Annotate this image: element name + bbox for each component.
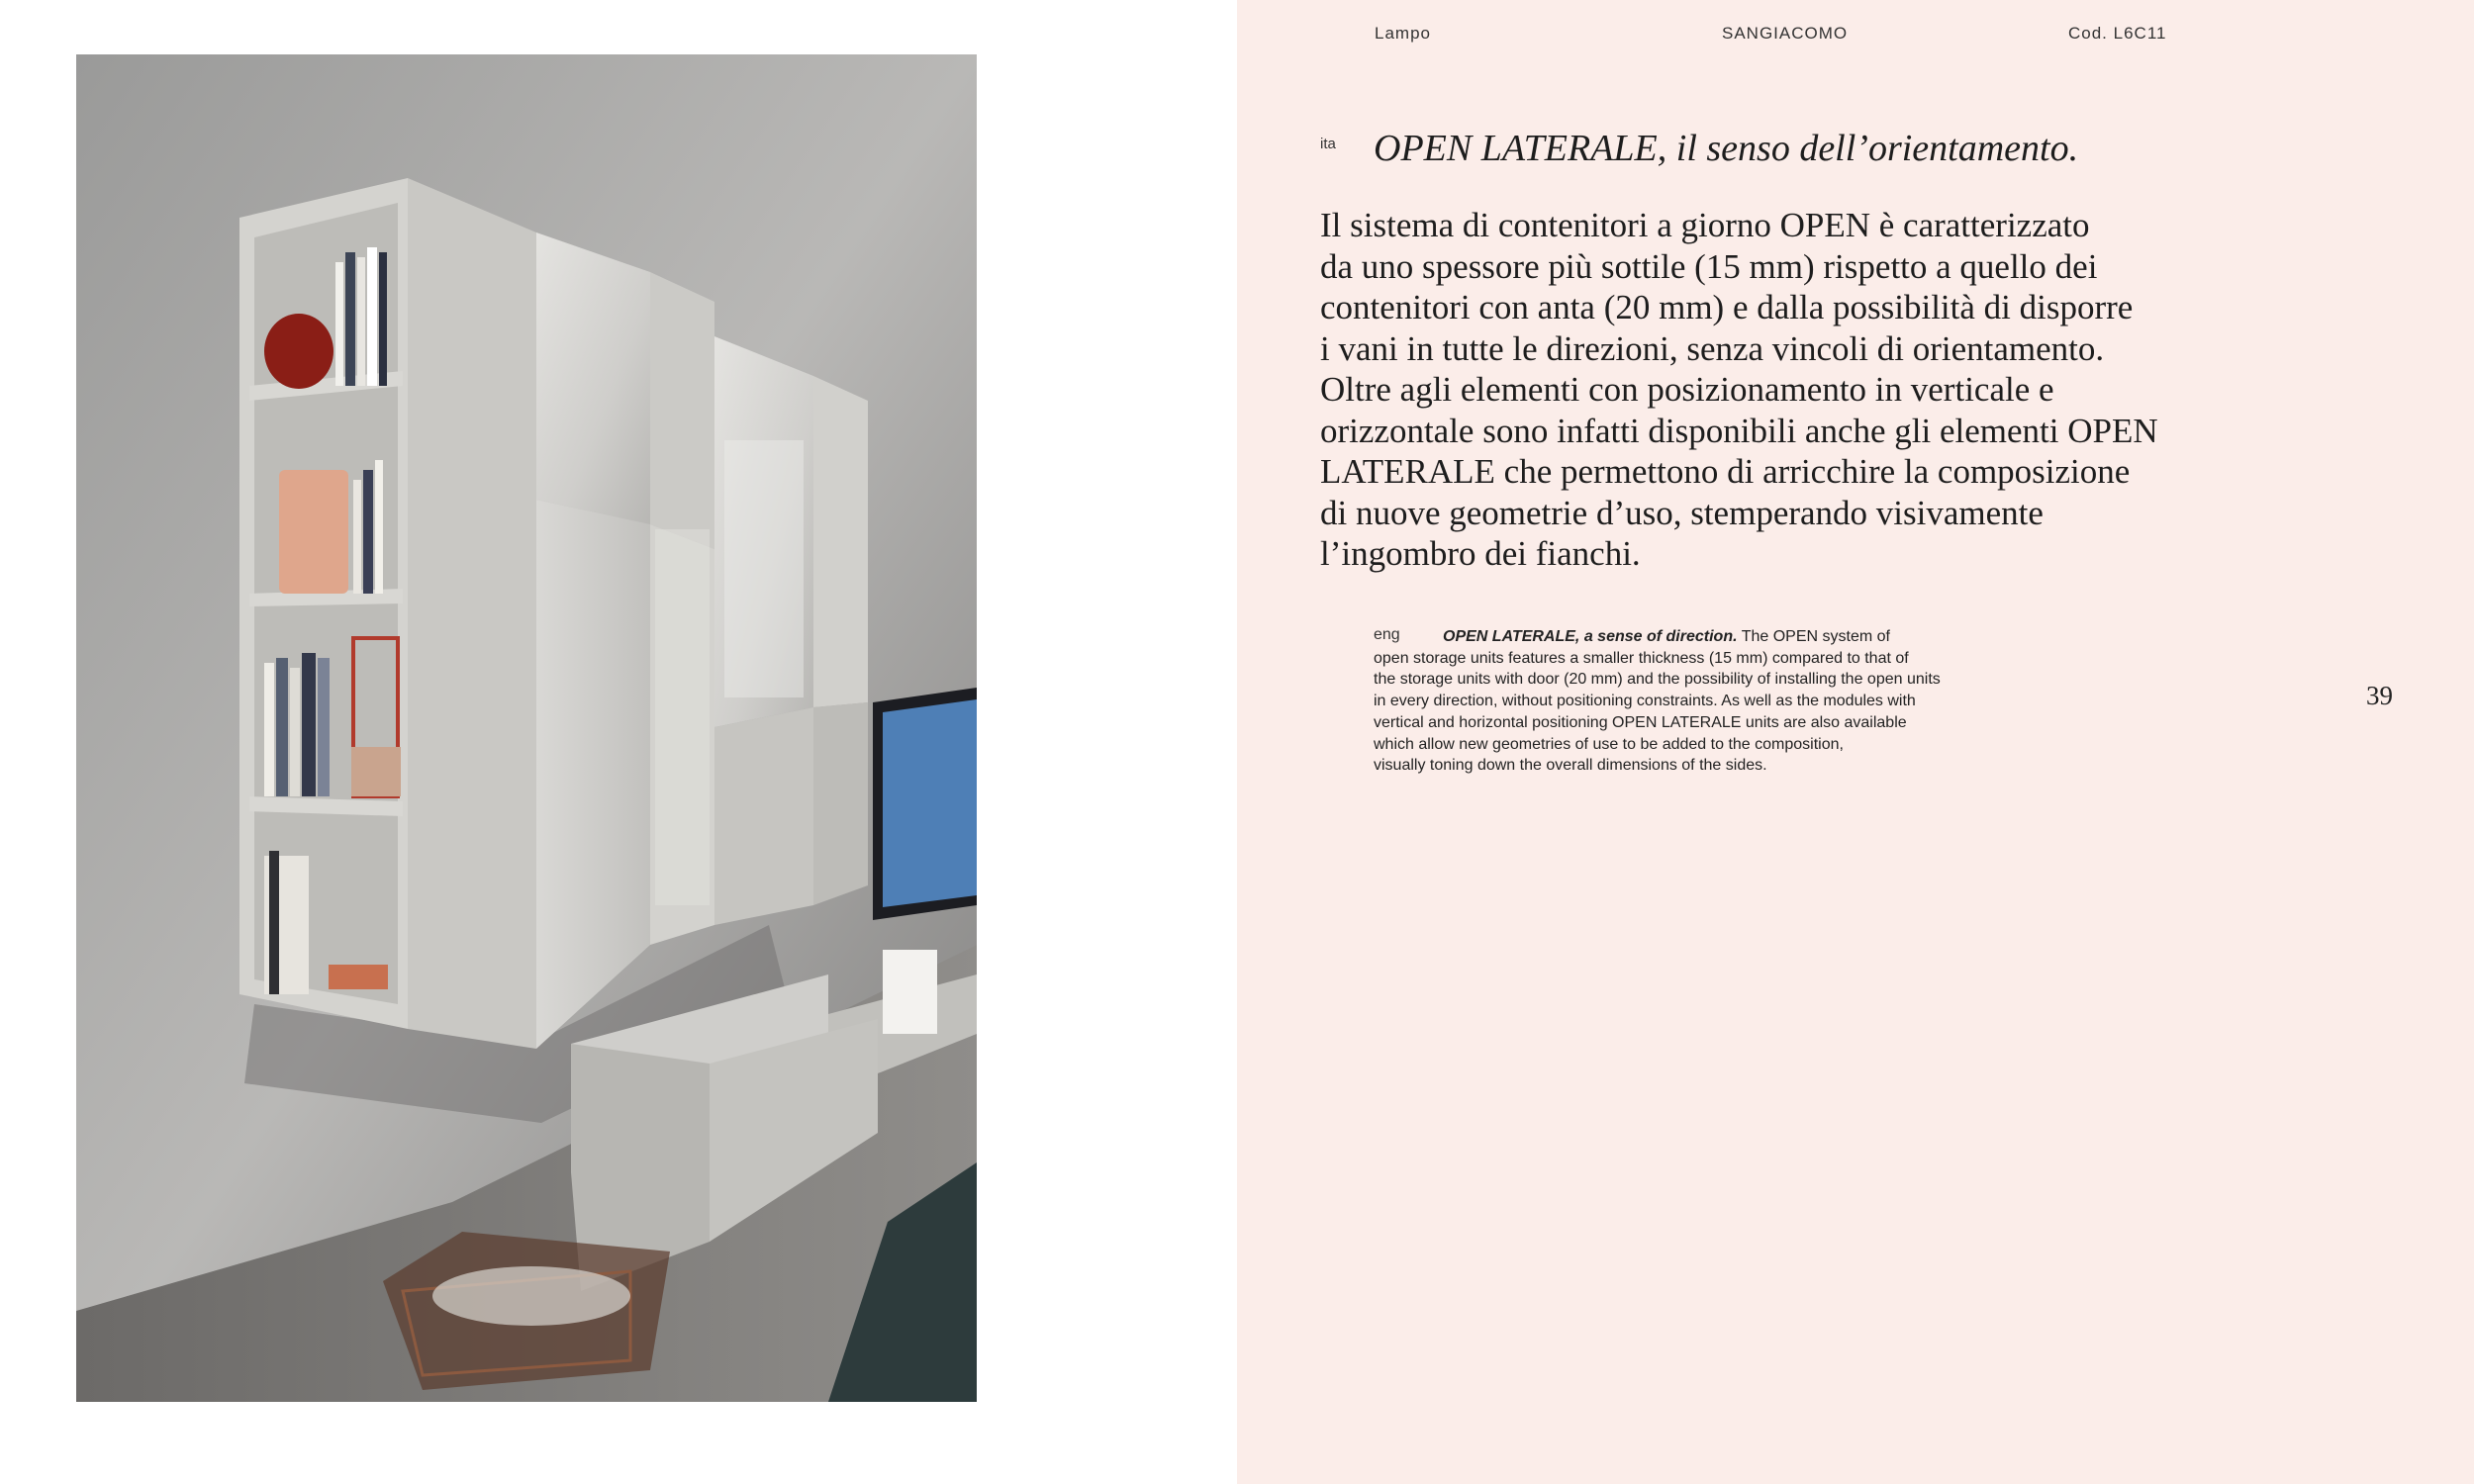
ita-line: Oltre agli elementi con posizionamento in verticale e [1320,370,2054,409]
wall-unit-illustration [76,54,977,1402]
ita-body [1320,205,2409,575]
eng-title: OPEN LATERALE, a sense of direction. [1443,628,1738,645]
eng-line: which allow new geometries of use to be added to the composition, [1374,735,1844,753]
ita-line: orizzontale sono infatti disponibili anche gli elementi OPEN [1320,411,2158,450]
ita-line: da uno spessore più sottile (15 mm) rispetto a quello dei [1320,246,2098,286]
ita-line: l’ingombro dei fianchi. [1320,534,1641,573]
header-code: Cod. L6C11 [2068,24,2167,43]
header-collection: Lampo [1375,24,1431,43]
eng-line: open storage units features a smaller thickness (15 mm) compared to that of [1374,649,1909,667]
eng-body [1374,648,2126,777]
ita-line: di nuove geometrie d’uso, stemperando visivamente [1320,493,2044,532]
eng-line: the storage units with door (20 mm) and the possibility of installing the open units [1374,671,1941,689]
ita-line: i vani in tutte le direzioni, senza vincoli di orientamento. [1320,328,2105,368]
ita-line: contenitori con anta (20 mm) e dalla possibilità di disporre [1320,288,2134,326]
product-photo [76,54,977,1402]
lang-tag-ita: ita [1320,136,1336,152]
header-brand: SANGIACOMO [1722,24,1849,43]
eng-first-line-rest: The OPEN system of [1737,628,1890,645]
eng-line: visually toning down the overall dimensions of the sides. [1374,757,1767,775]
eng-first-line [1443,626,2136,648]
ita-title: OPEN LATERALE, il senso dell’orientamento. [1374,128,2079,169]
right-page [1237,0,2474,1484]
lang-tag-eng: eng [1374,626,1400,643]
ita-line: Il sistema di contenitori a giorno OPEN è caratterizzato [1320,206,2090,244]
eng-line: vertical and horizontal positioning OPEN LATERALE units are also available [1374,713,1907,731]
ita-line: LATERALE che permettono di arricchire la composizione [1320,452,2131,491]
page-number: 39 [2366,681,2393,710]
eng-line: in every direction, without positioning constraints. As well as the modules with [1374,693,1916,710]
